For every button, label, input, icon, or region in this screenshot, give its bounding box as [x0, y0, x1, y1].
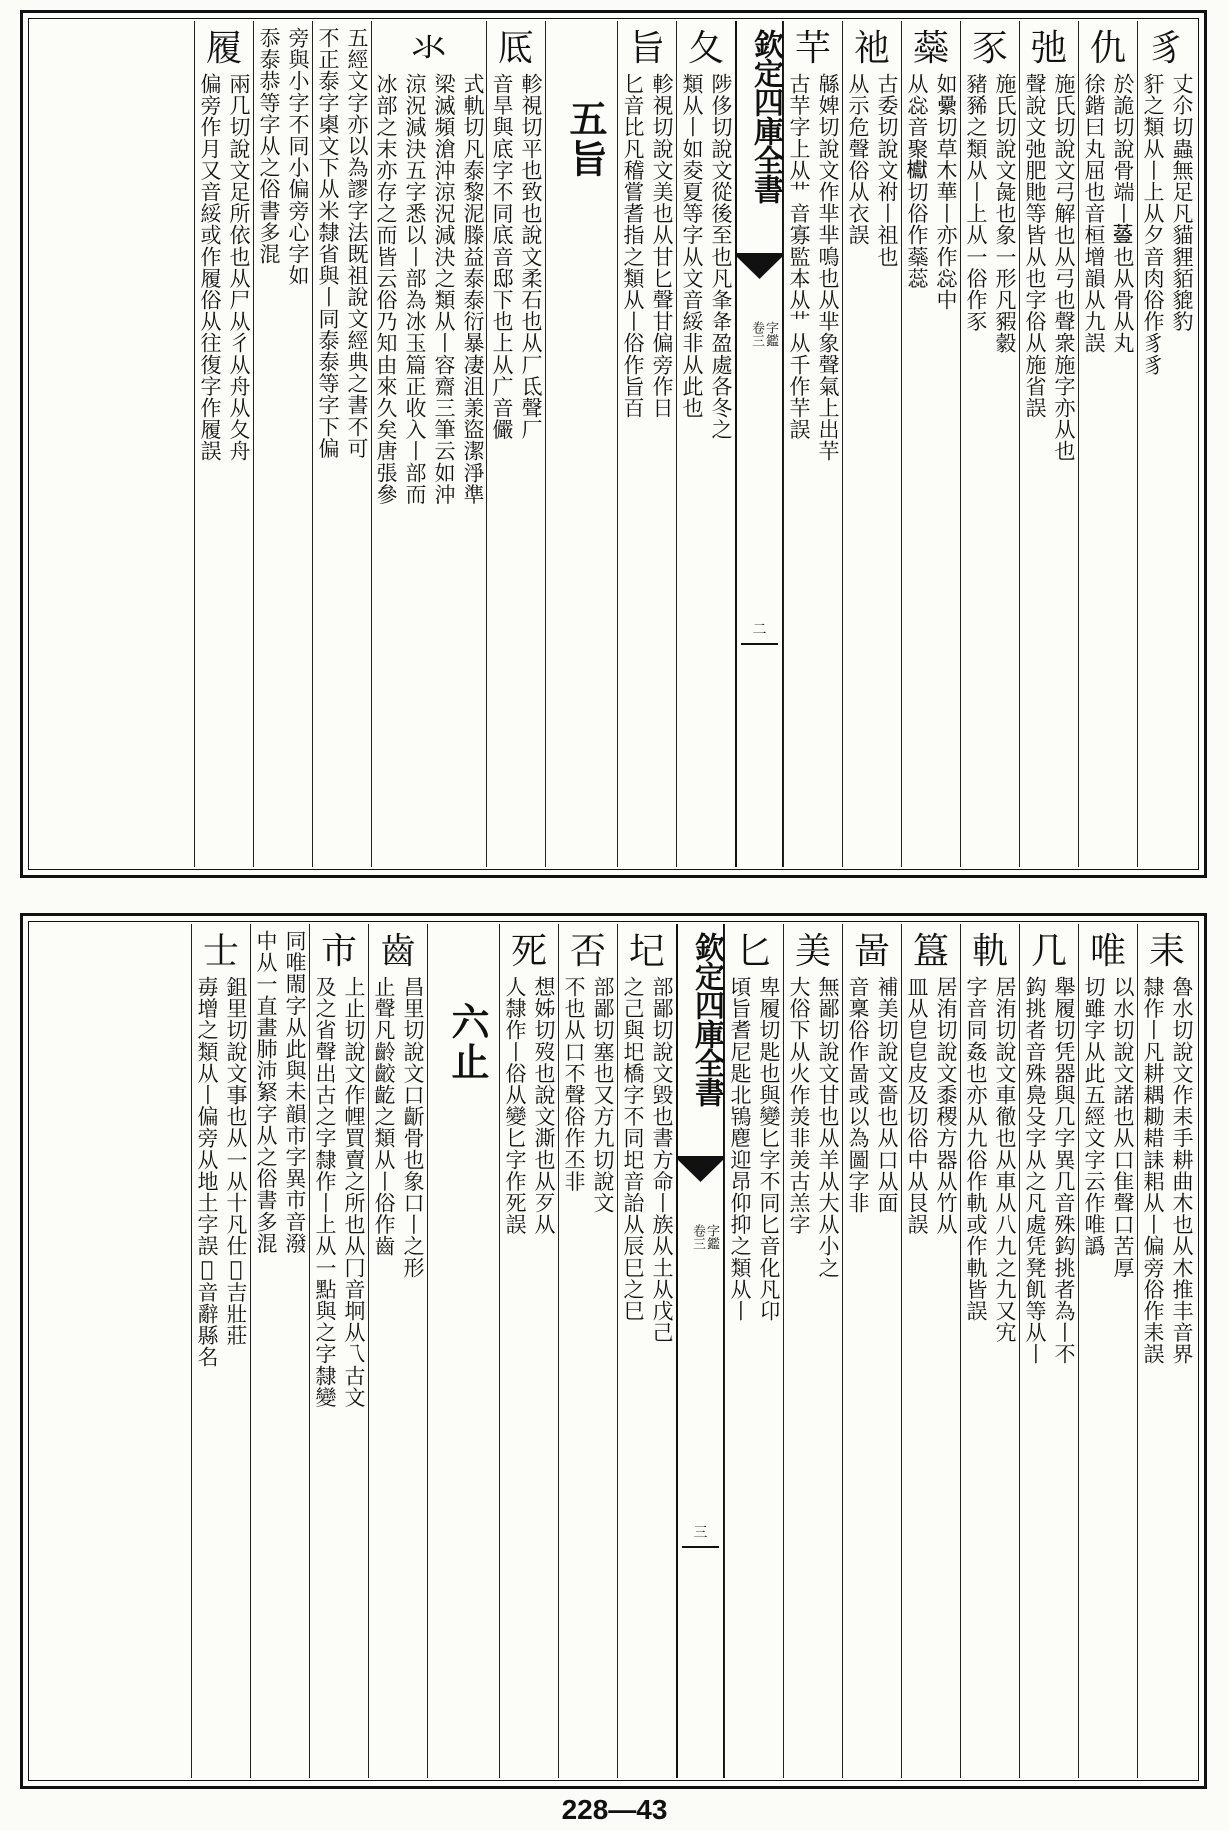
entry-column: [371, 21, 486, 867]
annotation-line: 丈尒切蟲無足凡貓貍貊貔豹: [1170, 73, 1194, 333]
entry-headword: 死: [510, 931, 547, 972]
entry-headword: 軌: [971, 931, 1008, 972]
annotation-line: 大俗下从火作羙非羙古羔字: [787, 976, 811, 1236]
entry-column: [842, 924, 901, 1778]
entry-column: [960, 924, 1019, 1778]
annotation-line: 从惢音聚𣡌切俗作蘂蕊: [905, 73, 929, 289]
volume-label-part: 字鑑: [704, 1224, 719, 1250]
annotation-line: 古芉字上从艹音寡監本从艹从千作芉誤: [787, 73, 811, 441]
folio-rule: [682, 1546, 719, 1548]
entry-column: [1019, 21, 1078, 867]
entry-column: [309, 924, 368, 1778]
annotation-line: 補美切說文嗇也从口从面: [875, 976, 899, 1214]
entry-headword: 簋: [912, 931, 949, 972]
folio-number: 二: [752, 622, 767, 638]
annotation-line: 止聲凡齡齩齕之類从丨俗作齒: [372, 976, 396, 1257]
entry-annotation: [961, 73, 1019, 863]
entry-headword: 匕: [735, 931, 772, 972]
volume-label: [690, 1224, 718, 1250]
entry-column: [901, 21, 960, 867]
annotation-line: 頃旨耆尼匙北鴇麀迎昂仰抑之類从丨: [728, 976, 752, 1322]
annotation-line: 軫視切平也致也說文柔石也从厂氐聲厂: [519, 73, 543, 441]
annotation-line: 徐鍇曰丸屈也音桓增韻从九誤: [1082, 73, 1106, 354]
annotation-line: 匕音比凡稽嘗耆指之類从丨俗作旨百: [621, 73, 645, 419]
entry-headword: 耒: [1148, 931, 1185, 972]
entry-annotation: [961, 976, 1019, 1774]
entry-annotation: [784, 976, 842, 1774]
annotation-line: 無鄙切說文甘也从羊从大从小之: [816, 976, 840, 1279]
entry-column: [368, 924, 427, 1778]
entry-headword: 蘂: [912, 28, 949, 69]
annotation-line: 施氏切說文弓解也从弓也聲衆施字亦从也: [1052, 73, 1076, 462]
entry-headword: 圮: [628, 931, 665, 972]
entry-annotation: [559, 976, 617, 1774]
entry-column: [1137, 21, 1196, 867]
entry-annotation: [369, 976, 427, 1774]
annotation-line: 聲說文弛肥貤等皆从也字俗从施省誤: [1023, 73, 1047, 419]
annotation-line: 忝泰恭等字从之俗書多混: [257, 27, 281, 265]
volume-label-part: 卷三: [690, 1224, 705, 1250]
entry-column: [486, 21, 545, 867]
entry-column: [253, 21, 312, 867]
entry-column: [901, 924, 960, 1778]
entry-column: [558, 924, 617, 1778]
entry-annotation: [784, 73, 842, 863]
entry-column: [724, 924, 783, 1778]
annotation-line: 古委切說文祔丨祖也: [875, 73, 899, 268]
entry-annotation: [1020, 73, 1078, 863]
entry-headword: 市: [320, 931, 357, 972]
annotation-line: 不正泰字㮚文下从米隸省與丨同泰泰等字下偏: [316, 27, 340, 459]
annotation-line: 涼況減決五字悉以丨部為冰玉篇正收入丨部而: [403, 73, 427, 505]
entry-headword: 啚: [853, 931, 890, 972]
volume-label-part: 字鑑: [763, 321, 778, 347]
page-top-columns: [31, 21, 1196, 867]
annotation-line: 式軌切凡泰黎泥滕益泰泰衍暴凄沮羕盜潔淨準: [461, 73, 485, 505]
entry-annotation: [1020, 976, 1078, 1774]
annotation-line: 隸作丨凡耕耦耡耤誄耜从丨偏旁俗作耒誤: [1141, 976, 1165, 1365]
entry-annotation: [1079, 73, 1137, 863]
entry-annotation: [500, 976, 558, 1774]
entry-headword: 士: [202, 931, 239, 972]
entry-headword: 弛: [1030, 28, 1067, 69]
entry-headword: 豕: [971, 28, 1008, 69]
annotation-line: 如纍切草木華丨亦作惢中: [934, 73, 958, 311]
entry-headword: 履: [205, 28, 242, 69]
entry-annotation: [677, 73, 735, 863]
annotation-line: 魯水切說文作耒手耕曲木也从木推丰音界: [1170, 976, 1194, 1365]
entry-annotation: [618, 976, 676, 1774]
annotation-line: 昌里切說文口齗骨也象口丨之形: [401, 976, 425, 1279]
entry-headword: 仇: [1089, 28, 1126, 69]
annotation-line: 字音同姦也亦从九俗作軌或作軌皆誤: [964, 976, 988, 1322]
entry-headword: 夂: [687, 28, 724, 69]
entry-column: [676, 21, 735, 867]
entry-annotation: [254, 27, 312, 817]
annotation-line: 部鄙切塞也又方九切說文: [591, 976, 615, 1214]
page-bottom-columns: [31, 924, 1196, 1778]
annotation-line: 想姊切歿也說文澌也从歹从: [532, 976, 556, 1236]
entry-headword: 祂: [853, 28, 890, 69]
annotation-line: 豬豨之類从丨上从一俗作豕: [964, 73, 988, 333]
entry-annotation: [372, 73, 486, 863]
entry-annotation: [310, 976, 368, 1774]
entry-annotation: [1138, 73, 1196, 863]
entry-column: [312, 21, 371, 867]
annotation-line: 鉏里切說文事也从一从十凡仕𡉀吉壯莊: [224, 976, 248, 1347]
entry-column: [783, 21, 842, 867]
page-top: [20, 10, 1207, 878]
fold-center-column: [735, 21, 783, 867]
annotation-line: 兩几切說文足所依也从尸从彳从舟从夂舟: [227, 73, 251, 462]
annotation-line: 及之省聲出古之字隸作丨上从一點與之字隸變: [313, 976, 337, 1408]
entry-annotation: [1079, 976, 1137, 1774]
fishtail-mark-icon: [678, 1156, 723, 1182]
entry-headword: 旨: [628, 28, 665, 69]
entry-column: [191, 924, 250, 1778]
book-title: 欽定四庫全書: [748, 29, 783, 203]
annotation-line: 鈎挑者音殊鳧殳字从之凡處凭凳飢等从丨: [1023, 976, 1047, 1365]
entry-column: [960, 21, 1019, 867]
annotation-line: 緜婢切說文作芈芈鳴也从芈象聲氣上出芉: [816, 73, 840, 462]
entry-column: [617, 21, 676, 867]
annotation-line: 中从一直畫肺沛䋈字从之俗書多混: [254, 930, 278, 1254]
section-heading-column: [545, 21, 617, 867]
annotation-line: 部鄙切說文毀也書方命丨族从土从戊己: [650, 976, 674, 1344]
section-heading-column: [427, 924, 499, 1778]
annotation-line: 舉履切凭器與几字異几音殊鈎挑者為丨不: [1052, 976, 1076, 1365]
annotation-line: 皿从皀皀皮及切俗中从艮誤: [905, 976, 929, 1236]
entry-headword: 厎: [497, 28, 534, 69]
entry-annotation: [1138, 976, 1196, 1774]
entry-annotation: [902, 976, 960, 1774]
entry-column: [194, 21, 253, 867]
annotation-line: 居洧切說文黍稷方器从竹从: [934, 976, 958, 1236]
folio-number: 三: [693, 1525, 708, 1541]
entry-annotation: [843, 976, 901, 1774]
annotation-line: 不也从口不聲俗作丕非: [562, 976, 586, 1192]
annotation-line: 音稟俗作啚或以為圖字非: [846, 976, 870, 1214]
page-number-footer: 228—43: [561, 1794, 668, 1825]
entry-headword: 美: [794, 931, 831, 972]
entry-column: [1019, 924, 1078, 1778]
entry-annotation: [843, 73, 901, 863]
volume-label-part: 卷三: [749, 321, 764, 347]
entry-headword: 几: [1030, 931, 1067, 972]
annotation-line: 音旱與底字不同底音邸下也上从广音儼: [490, 73, 514, 441]
annotation-line: 於詭切說骨端丨𧯷也从骨从丸: [1111, 73, 1135, 354]
annotation-line: 毐增之類从丨偏旁从地土字誤𡉀音辭縣名: [195, 976, 219, 1368]
annotation-line: 居洧切說文車徹也从車从八九之九又宄: [993, 976, 1017, 1344]
fishtail-mark-icon: [737, 253, 782, 279]
entry-headword: 否: [569, 931, 606, 972]
annotation-line: 梁滅頻滄沖涼況減決之類从丨容齋三筆云如沖: [432, 73, 456, 505]
entry-column: [783, 924, 842, 1778]
entry-column: [250, 924, 309, 1778]
annotation-line: 軫視切說文美也从甘匕聲甘偏旁作日: [650, 73, 674, 419]
entry-column: [842, 21, 901, 867]
annotation-line: 从示危聲俗从衣誤: [846, 73, 870, 246]
annotation-line: 五經文字亦以為謬字法既祖說文經典之書不可: [345, 27, 369, 459]
entry-annotation: [725, 976, 783, 1774]
annotation-line: 人隸作丨俗从變匕字作死誤: [503, 976, 527, 1236]
annotation-line: 偏旁作月又音綏或作履俗从往復字作履誤: [198, 73, 222, 462]
entry-annotation: [192, 976, 250, 1774]
entry-headword: 氺: [410, 28, 447, 69]
annotation-line: 冰部之末亦存之而皆云俗乃知由來久矣唐張參: [374, 73, 398, 505]
entry-column: [617, 924, 676, 1778]
entry-annotation: [195, 73, 253, 863]
book-title: 欽定四庫全書: [689, 932, 724, 1106]
entry-headword: 豸: [1148, 28, 1185, 69]
annotation-line: 施氏切說文彘也象一形凡豭豰: [993, 73, 1017, 354]
entry-headword: 齒: [379, 931, 416, 972]
entry-annotation: [313, 27, 371, 817]
entry-annotation: [902, 73, 960, 863]
annotation-line: 旁與小字不同小偏旁心字如: [286, 27, 310, 287]
annotation-line: 豻之類从丨上从夕音肉俗作豸豸: [1141, 73, 1165, 376]
annotation-line: 同唯閙字从此與未韻市字異市音潑: [283, 930, 307, 1254]
annotation-line: 切雖字从此五經文字云作唯譌: [1082, 976, 1106, 1257]
entry-column: [1137, 924, 1196, 1778]
entry-headword: 唯: [1089, 931, 1126, 972]
annotation-line: 卑履切匙也與變匕字不同匕音化凡卬: [757, 976, 781, 1322]
entry-column: [1078, 21, 1137, 867]
annotation-line: 之己與圯橋字不同圯音詒从辰巳之巳: [621, 976, 645, 1322]
volume-label: [749, 321, 777, 347]
entry-annotation: [487, 73, 545, 863]
page-bottom: [20, 913, 1207, 1789]
annotation-line: 類从丨如夌夏等字从文音綏非从此也: [680, 73, 704, 419]
entry-annotation: [618, 73, 676, 863]
entry-annotation: [251, 930, 309, 1728]
annotation-line: 陟侈切說文從後至也凡夆夅盈處各冬之: [709, 73, 733, 441]
entry-headword: 芉: [794, 28, 831, 69]
section-heading: 五旨: [563, 99, 608, 179]
entry-column: [499, 924, 558, 1778]
folio-rule: [741, 643, 778, 645]
entry-column: [1078, 924, 1137, 1778]
fold-center-column: [676, 924, 724, 1778]
section-heading: 六止: [445, 1002, 490, 1082]
annotation-line: 上止切說文作𢃇買賣之所也从冂音坰从乁古文: [342, 976, 366, 1408]
annotation-line: 以水切說文諾也从口隹聲口苦厚: [1111, 976, 1135, 1279]
